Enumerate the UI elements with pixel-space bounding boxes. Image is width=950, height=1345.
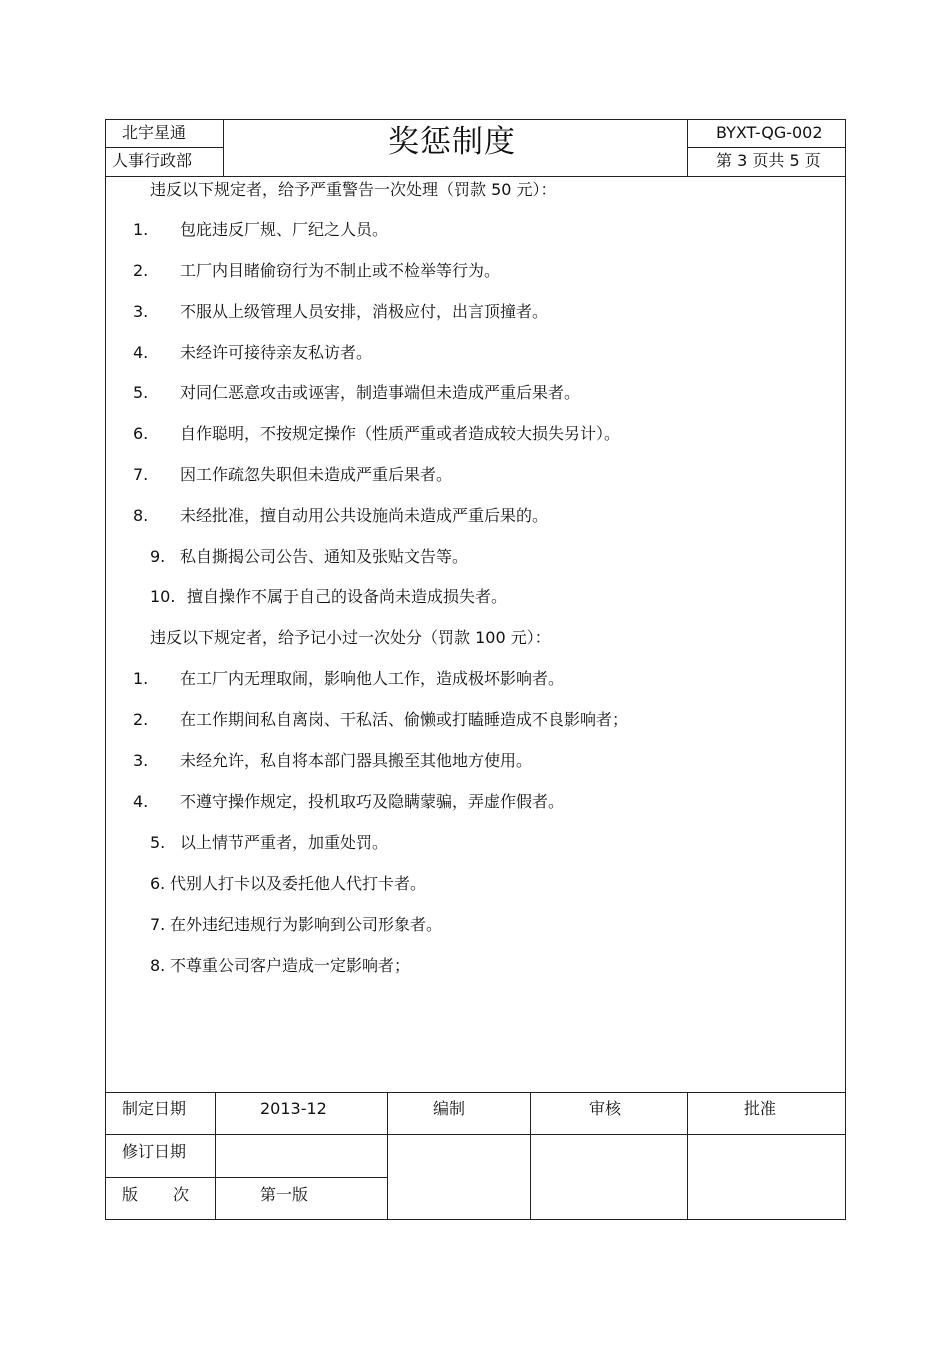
compile-label: 编制 xyxy=(433,1099,466,1118)
doc-code: BYXT-QG-002 xyxy=(716,123,823,142)
list-item: 在工厂内无理取闹，影响他人工作，造成极坏影响者。 xyxy=(180,669,565,688)
list-item-number: 5. xyxy=(150,833,166,852)
list-item: 包庇违反厂规、厂纪之人员。 xyxy=(180,220,389,239)
company-name: 北宇星通 xyxy=(122,123,187,142)
review-label: 审核 xyxy=(589,1099,622,1118)
footer-col1-line xyxy=(215,1092,216,1220)
list-item: 在外违纪违规行为影响到公司形象者。 xyxy=(170,915,443,934)
revise-date-label: 修订日期 xyxy=(122,1142,187,1161)
list-item: 工厂内目睹偷窃行为不制止或不检举等行为。 xyxy=(180,261,501,280)
list-item: 未经许可接待亲友私访者。 xyxy=(180,343,373,362)
footer-col4-line xyxy=(687,1092,688,1220)
list-item-number: 8. xyxy=(133,506,149,525)
made-date-label: 制定日期 xyxy=(122,1099,187,1118)
list-item: 代别人打卡以及委托他人代打卡者。 xyxy=(170,874,427,893)
list-item-number: 3. xyxy=(133,751,149,770)
list-item-number: 4. xyxy=(133,343,149,362)
list-item-number: 9. xyxy=(150,547,166,566)
list-item-number: 7. xyxy=(150,915,166,934)
footer-row1-line xyxy=(105,1134,846,1135)
footer-top-line xyxy=(105,1092,846,1093)
list-item-number: 10. xyxy=(150,587,176,606)
list-item: 不服从上级管理人员安排，消极应付，出言顶撞者。 xyxy=(180,302,549,321)
list-item: 不尊重公司客户造成一定影响者； xyxy=(170,956,411,975)
version-value: 第一版 xyxy=(260,1185,309,1204)
list-item: 以上情节严重者，加重处罚。 xyxy=(180,833,389,852)
list-item-number: 2. xyxy=(133,710,149,729)
list-item-number: 6. xyxy=(133,424,149,443)
page-title: 奖惩制度 xyxy=(388,124,516,160)
list-item: 对同仁恶意攻击或诬害，制造事端但未造成严重后果者。 xyxy=(180,383,581,402)
section2-intro: 违反以下规定者，给予记小过一次处分（罚款 100 元）： xyxy=(150,628,551,647)
list-item: 未经批准，擅自动用公共设施尚未造成严重后果的。 xyxy=(180,506,549,525)
list-item-number: 2. xyxy=(133,261,149,280)
list-item: 未经允许，私自将本部门器具搬至其他地方使用。 xyxy=(180,751,533,770)
list-item-number: 6. xyxy=(150,874,166,893)
list-item-number: 4. xyxy=(133,792,149,811)
header-mid-left-line xyxy=(105,147,223,148)
header-bottom-line xyxy=(105,176,846,177)
list-item: 私自撕揭公司公告、通知及张贴文告等。 xyxy=(180,547,469,566)
list-item: 擅自操作不属于自己的设备尚未造成损失者。 xyxy=(187,587,508,606)
page-info: 第 3 页共 5 页 xyxy=(716,151,821,170)
list-item-number: 1. xyxy=(133,220,149,239)
header-divider-left xyxy=(223,119,224,176)
footer-col3-line xyxy=(530,1092,531,1220)
made-date-value: 2013-12 xyxy=(260,1099,327,1118)
list-item-number: 1. xyxy=(133,669,149,688)
list-item: 在工作期间私自离岗、干私活、偷懒或打瞌睡造成不良影响者； xyxy=(180,710,629,729)
section1-intro: 违反以下规定者，给予严重警告一次处理（罚款 50 元）： xyxy=(150,180,557,199)
version-label: 版 次 xyxy=(122,1185,191,1204)
list-item: 不遵守操作规定，投机取巧及隐瞒蒙骗，弄虚作假者。 xyxy=(180,792,565,811)
list-item-number: 3. xyxy=(133,302,149,321)
list-item-number: 5. xyxy=(133,383,149,402)
list-item: 自作聪明，不按规定操作（性质严重或者造成较大损失另计）。 xyxy=(180,424,621,443)
department-name: 人事行政部 xyxy=(112,151,193,170)
list-item: 因工作疏忽失职但未造成严重后果者。 xyxy=(180,465,453,484)
header-mid-right-line xyxy=(687,147,846,148)
footer-col2-line xyxy=(387,1092,388,1220)
list-item-number: 8. xyxy=(150,956,166,975)
list-item-number: 7. xyxy=(133,465,149,484)
approve-label: 批准 xyxy=(744,1099,777,1118)
footer-row2-line xyxy=(105,1177,387,1178)
